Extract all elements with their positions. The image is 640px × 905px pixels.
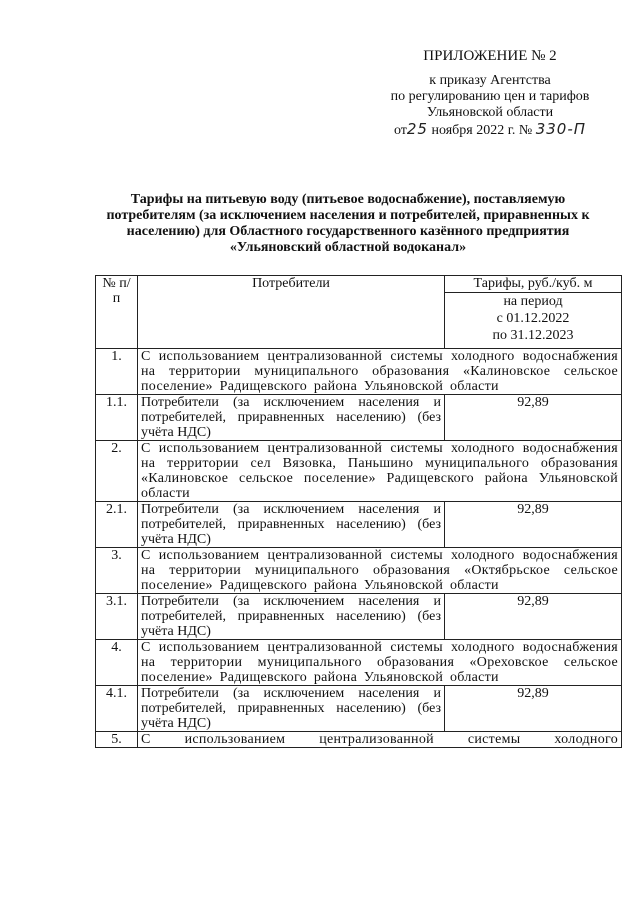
order-line-3: Ульяновской области (426, 105, 554, 120)
col-num-header: № п/п (96, 276, 138, 349)
order-line-2: по регулированию цен и тарифов (390, 89, 590, 104)
row-description: Потребители (за исключением населения и потребителей, приравненных населению) (без учёта НДС) (138, 502, 445, 548)
tariff-table (95, 275, 622, 748)
tariff-value: 92,89 (445, 594, 622, 640)
col-tariff-header: Тарифы, руб./куб. м (445, 276, 622, 293)
row-number: 4. (96, 640, 138, 686)
tariff-value: 92,89 (445, 395, 622, 441)
date-prefix: от (393, 123, 407, 138)
row-description: С использованием централизованной системы холодного водоснабжения на территории сел Вязовка, Паньшино муниципального образования «Калиновское сельское поселение» Радищевского района Ульяновской области (138, 441, 622, 502)
tariff-value: 92,89 (445, 502, 622, 548)
row-number: 1. (96, 349, 138, 395)
table-row (96, 594, 622, 640)
row-description: С использованием централизованной системы холодного водоснабжения на территории муниципального образования «Ореховское сельское поселение» Радищевского района Ульяновской области (138, 640, 622, 686)
table-row (96, 502, 622, 548)
row-description: Потребители (за исключением населения и потребителей, приравненных населению) (без учёта НДС) (138, 686, 445, 732)
handwritten-day: 25 (406, 120, 428, 138)
table-row (96, 686, 622, 732)
document-title: Тарифы на питьевую воду (питьевое водоснабжение), поставляемую потребителям (за исключением населения и потребителей, приравненных к населению) для Областного государственного казённого предприятия «Ульяновский областной водоканал» (106, 192, 590, 255)
order-line-1: к приказу Агентства (429, 73, 551, 88)
row-description: С использованием централизованной системы холодного (138, 732, 622, 748)
period-cell (445, 293, 622, 349)
col-consumers-header: Потребители (138, 276, 445, 349)
table-row (96, 349, 622, 395)
table-row (96, 732, 622, 748)
tariff-value: 92,89 (445, 686, 622, 732)
row-number: 2.1. (96, 502, 138, 548)
date-rest: ноября 2022 г. № (431, 123, 533, 138)
row-number: 1.1. (96, 395, 138, 441)
order-date-line (360, 121, 620, 139)
table-header-row (96, 276, 622, 293)
annex-header (360, 48, 620, 139)
row-number: 3. (96, 548, 138, 594)
row-number: 4.1. (96, 686, 138, 732)
period-line-2: с 01.12.2022 (496, 311, 570, 327)
period-line-3: по 31.12.2023 (492, 328, 574, 344)
row-description: С использованием централизованной системы холодного водоснабжения на территории муниципального образования «Калиновское сельское поселение» Радищевского района Ульяновской области (138, 349, 622, 395)
table-row (96, 395, 622, 441)
row-number: 5. (96, 732, 138, 748)
handwritten-order-number: 330-П (535, 120, 587, 138)
row-description: С использованием централизованной системы холодного водоснабжения на территории муниципального образования «Октябрьское сельское поселение» Радищевского района Ульяновской области (138, 548, 622, 594)
annex-title: ПРИЛОЖЕНИЕ № 2 (423, 48, 557, 64)
table-row (96, 548, 622, 594)
table-row (96, 640, 622, 686)
row-description: Потребители (за исключением населения и потребителей, приравненных населению) (без учёта НДС) (138, 395, 445, 441)
row-number: 2. (96, 441, 138, 502)
row-description: Потребители (за исключением населения и потребителей, приравненных населению) (без учёта НДС) (138, 594, 445, 640)
period-line-1: на период (503, 294, 563, 310)
table-row (96, 441, 622, 502)
row-number: 3.1. (96, 594, 138, 640)
